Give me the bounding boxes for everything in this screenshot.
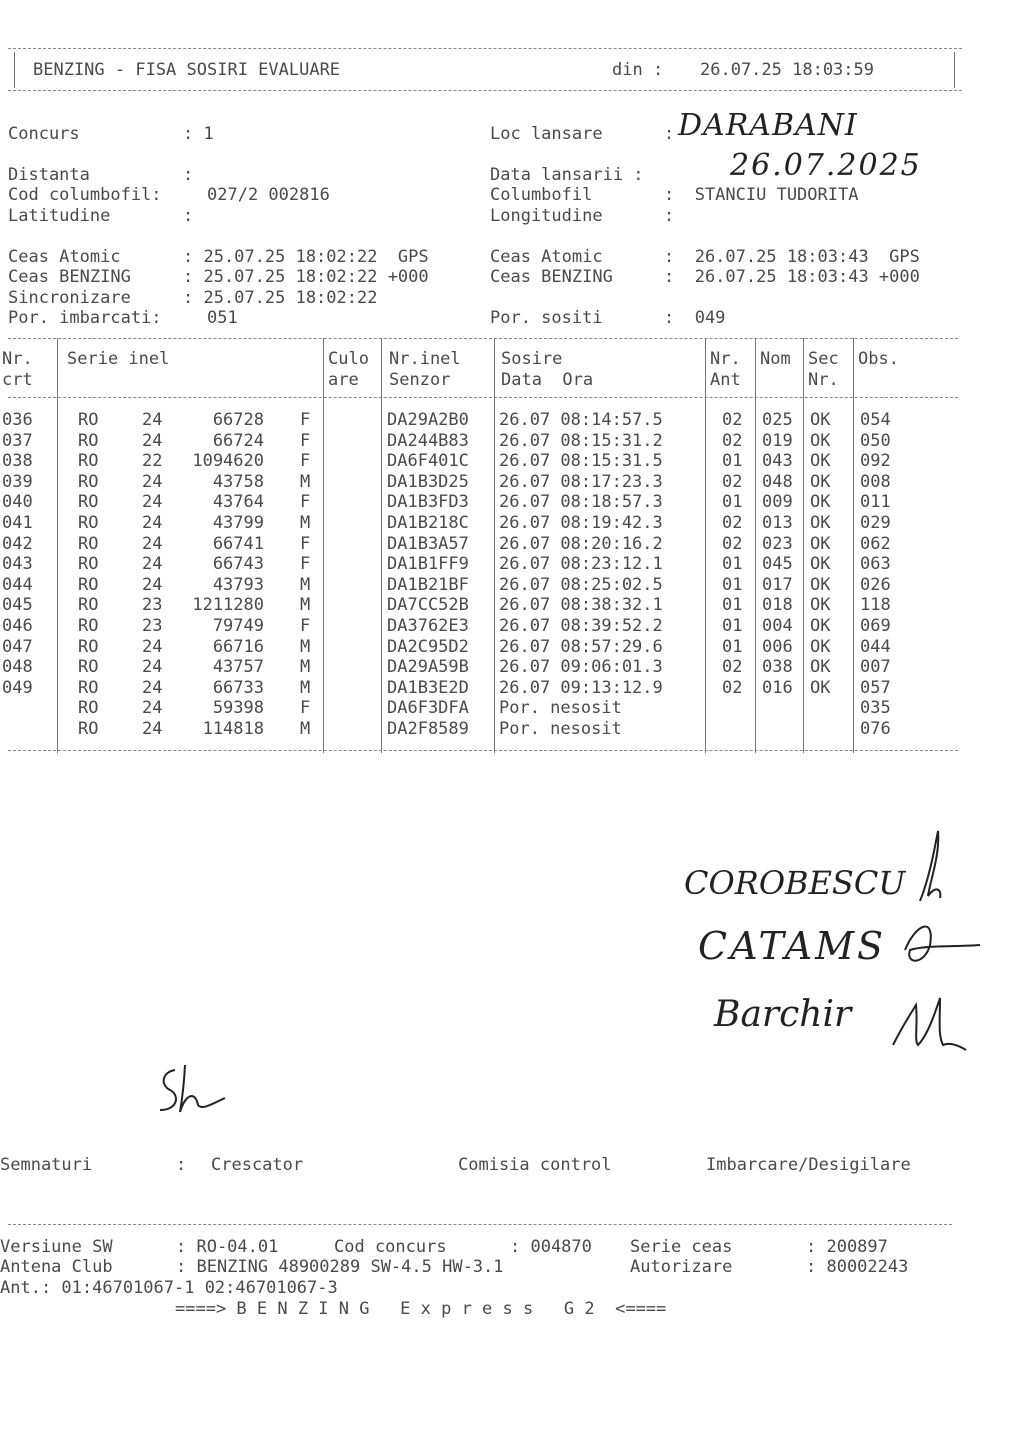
cell-antenna: 02 bbox=[722, 533, 743, 554]
cell-sec: OK bbox=[810, 677, 831, 698]
cell-nom: 006 bbox=[762, 636, 793, 657]
cell-year: 24 bbox=[142, 574, 163, 595]
signature-comisia-control: Comisia control bbox=[458, 1155, 612, 1175]
por-sositi-label: Por. sositi bbox=[490, 308, 603, 328]
cell-sensor: DA2F8589 bbox=[387, 719, 469, 739]
cell-obs: 062 bbox=[860, 533, 891, 554]
cell-nom: 025 bbox=[762, 410, 793, 430]
cell-country: RO bbox=[78, 492, 99, 513]
table-row bbox=[0, 595, 960, 615]
signature-mark-1 bbox=[900, 826, 960, 906]
cell-sec: OK bbox=[810, 451, 831, 472]
cell-year: 24 bbox=[142, 492, 163, 513]
serie-ceas-value: : 200897 bbox=[806, 1237, 888, 1257]
cod-concurs-label: Cod concurs bbox=[334, 1237, 447, 1257]
table-row bbox=[0, 410, 960, 430]
loc-lansare-colon: : bbox=[664, 124, 675, 144]
cell-sex: F bbox=[300, 451, 311, 472]
cell-country: RO bbox=[78, 636, 99, 657]
autorizare-label: Autorizare bbox=[630, 1257, 733, 1277]
header-culoare-2: are bbox=[328, 370, 359, 390]
semnaturi-label: Semnaturi bbox=[0, 1155, 93, 1175]
cell-year: 24 bbox=[142, 554, 163, 575]
cell-year: 23 bbox=[142, 616, 163, 636]
cell-year: 24 bbox=[142, 698, 163, 719]
cell-nr-crt: 044 bbox=[2, 574, 33, 595]
header-obs: Obs. bbox=[858, 349, 899, 369]
cell-sex: F bbox=[300, 410, 311, 430]
cell-nr-crt: 048 bbox=[2, 657, 33, 678]
report-date-value: 26.07.25 18:03:59 bbox=[700, 60, 874, 80]
cell-sex: F bbox=[300, 698, 311, 719]
cell-nr-crt: 041 bbox=[2, 513, 33, 533]
cell-nr-crt: 042 bbox=[2, 533, 33, 554]
signature-imbarcare: Imbarcare/Desigilare bbox=[706, 1155, 911, 1175]
cell-obs: 008 bbox=[860, 471, 891, 492]
cell-sec: OK bbox=[810, 471, 831, 492]
cell-year: 24 bbox=[142, 636, 163, 657]
cell-antenna: 02 bbox=[722, 677, 743, 698]
cell-ring-number: 1211280 bbox=[192, 595, 264, 616]
right-ceas-atomic-label: Ceas Atomic bbox=[490, 247, 603, 267]
cell-country: RO bbox=[78, 616, 99, 636]
cell-ring-number: 79749 bbox=[212, 616, 264, 636]
table-row bbox=[0, 575, 960, 595]
table-row bbox=[0, 554, 960, 574]
por-imbarcati-value: 051 bbox=[207, 308, 238, 328]
left-ceas-atomic-value: : 25.07.25 18:02:22 GPS bbox=[183, 247, 429, 267]
loc-lansare-handwritten: DARABANI bbox=[678, 108, 858, 143]
cell-ring-number: 43793 bbox=[212, 574, 264, 595]
report-title: BENZING - FISA SOSIRI EVALUARE bbox=[33, 60, 341, 80]
table-row bbox=[0, 698, 960, 718]
cell-sex: F bbox=[300, 533, 311, 554]
benzing-banner: ====> B E N Z I N G E x p r e s s G 2 <==== bbox=[175, 1299, 667, 1319]
table-header-rule bbox=[8, 397, 958, 398]
cell-arrival: 26.07 08:15:31.2 bbox=[499, 430, 663, 451]
cell-obs: 050 bbox=[860, 430, 891, 451]
cell-obs: 035 bbox=[860, 698, 891, 719]
cell-nom: 019 bbox=[762, 430, 793, 451]
cell-arrival: 26.07 08:57:29.6 bbox=[499, 636, 663, 657]
cell-sex: M bbox=[300, 513, 311, 533]
cell-sex: M bbox=[300, 677, 311, 698]
table-row bbox=[0, 637, 960, 657]
signature-mark-3 bbox=[888, 990, 968, 1060]
concurs-label: Concurs bbox=[8, 124, 80, 144]
cell-year: 24 bbox=[142, 513, 163, 533]
cell-ring-number: 66743 bbox=[212, 554, 264, 575]
left-ceas-benzing-label: Ceas BENZING bbox=[8, 267, 131, 287]
header-sec-1: Sec bbox=[808, 349, 839, 369]
cell-antenna: 01 bbox=[722, 574, 743, 595]
cell-nom: 048 bbox=[762, 471, 793, 492]
cell-obs: 057 bbox=[860, 677, 891, 698]
cell-arrival: 26.07 08:23:12.1 bbox=[499, 554, 663, 575]
data-lansarii-handwritten: 26.07.2025 bbox=[730, 148, 922, 183]
cell-sex: F bbox=[300, 616, 311, 636]
cell-nr-crt: 037 bbox=[2, 430, 33, 451]
cell-sex: F bbox=[300, 554, 311, 575]
semnaturi-colon: : bbox=[176, 1155, 187, 1175]
header-nr-inel: Nr.inel bbox=[389, 349, 461, 369]
cell-ring-number: 43758 bbox=[212, 471, 264, 492]
cell-year: 24 bbox=[142, 430, 163, 451]
cell-ring-number: 114818 bbox=[202, 719, 264, 739]
cell-sec: OK bbox=[810, 554, 831, 575]
cell-sex: M bbox=[300, 595, 311, 616]
header-bottom-rule bbox=[8, 90, 962, 91]
handwritten-name-2: CATAMS bbox=[698, 924, 887, 968]
cell-year: 22 bbox=[142, 451, 163, 472]
cell-arrival: 26.07 09:13:12.9 bbox=[499, 677, 663, 698]
por-sositi-value: : 049 bbox=[664, 308, 726, 328]
cell-arrival: 26.07 08:18:57.3 bbox=[499, 492, 663, 513]
cell-antenna: 01 bbox=[722, 554, 743, 575]
cell-year: 24 bbox=[142, 471, 163, 492]
cell-sec: OK bbox=[810, 595, 831, 616]
columbofil-label: Columbofil bbox=[490, 185, 593, 205]
cell-sec: OK bbox=[810, 636, 831, 657]
cell-obs: 092 bbox=[860, 451, 891, 472]
cell-arrival: 26.07 08:17:23.3 bbox=[499, 471, 663, 492]
breeder-signature bbox=[150, 1060, 240, 1120]
cell-sex: M bbox=[300, 719, 311, 739]
cell-arrival: 26.07 08:15:31.5 bbox=[499, 451, 663, 472]
cell-sensor: DA1B218C bbox=[387, 513, 469, 533]
cell-obs: 076 bbox=[860, 719, 891, 739]
cell-sensor: DA3762E3 bbox=[387, 616, 469, 636]
header-nr-ant-1: Nr. bbox=[710, 349, 741, 369]
distanta-value: : bbox=[183, 165, 194, 185]
cell-arrival: 26.07 08:38:32.1 bbox=[499, 595, 663, 616]
cell-country: RO bbox=[78, 513, 99, 533]
cell-sec: OK bbox=[810, 513, 831, 533]
cell-nom: 045 bbox=[762, 554, 793, 575]
table-row bbox=[0, 719, 960, 739]
cell-arrival: 26.07 09:06:01.3 bbox=[499, 657, 663, 678]
cell-country: RO bbox=[78, 533, 99, 554]
antenna-serials: Ant.: 01:46701067-1 02:46701067-3 bbox=[0, 1278, 338, 1298]
cell-nom: 023 bbox=[762, 533, 793, 554]
cell-nom: 009 bbox=[762, 492, 793, 513]
cell-antenna: 01 bbox=[722, 616, 743, 636]
cell-country: RO bbox=[78, 471, 99, 492]
cell-arrival: Por. nesosit bbox=[499, 719, 622, 739]
header-senzor: Senzor bbox=[389, 370, 451, 390]
versiune-value: : RO-04.01 bbox=[176, 1237, 279, 1257]
cod-columbofil-label: Cod columbofil: bbox=[8, 185, 162, 205]
cell-sex: M bbox=[300, 657, 311, 678]
table-top-rule bbox=[8, 338, 958, 339]
cell-nom: 013 bbox=[762, 513, 793, 533]
cell-nr-crt: 047 bbox=[2, 636, 33, 657]
cell-ring-number: 43757 bbox=[212, 657, 264, 678]
cell-obs: 063 bbox=[860, 554, 891, 575]
cell-country: RO bbox=[78, 677, 99, 698]
sincronizare-label: Sincronizare bbox=[8, 288, 131, 308]
cell-nom: 004 bbox=[762, 616, 793, 636]
cell-sensor: DA244B83 bbox=[387, 430, 469, 451]
header-right-bar bbox=[954, 52, 955, 88]
right-ceas-atomic-value: : 26.07.25 18:03:43 GPS bbox=[664, 247, 920, 267]
header-crt: crt bbox=[2, 370, 33, 390]
serie-ceas-label: Serie ceas bbox=[630, 1237, 733, 1257]
cell-antenna: 01 bbox=[722, 595, 743, 616]
cell-country: RO bbox=[78, 430, 99, 451]
cell-obs: 054 bbox=[860, 410, 891, 430]
cell-ring-number: 43764 bbox=[212, 492, 264, 513]
cell-nom: 043 bbox=[762, 451, 793, 472]
cell-country: RO bbox=[78, 574, 99, 595]
cell-arrival: 26.07 08:14:57.5 bbox=[499, 410, 663, 430]
cell-year: 24 bbox=[142, 677, 163, 698]
right-ceas-benzing-value: : 26.07.25 18:03:43 +000 bbox=[664, 267, 920, 287]
handwritten-name-3: Barchir bbox=[714, 994, 852, 1035]
cell-nom: 018 bbox=[762, 595, 793, 616]
cell-nom: 017 bbox=[762, 574, 793, 595]
cell-nr-crt: 046 bbox=[2, 616, 33, 636]
left-ceas-benzing-value: : 25.07.25 18:02:22 +000 bbox=[183, 267, 429, 287]
header-data-ora: Data Ora bbox=[501, 370, 594, 390]
right-ceas-benzing-label: Ceas BENZING bbox=[490, 267, 613, 287]
cell-antenna: 02 bbox=[722, 410, 743, 430]
cell-nr-crt: 045 bbox=[2, 595, 33, 616]
por-imbarcati-label: Por. imbarcati: bbox=[8, 308, 162, 328]
cell-obs: 026 bbox=[860, 574, 891, 595]
cell-sensor: DA29A59B bbox=[387, 657, 469, 678]
cell-country: RO bbox=[78, 595, 99, 616]
cell-obs: 044 bbox=[860, 636, 891, 657]
cell-country: RO bbox=[78, 719, 99, 739]
latitudine-label: Latitudine bbox=[8, 206, 111, 226]
antena-value: : BENZING 48900289 SW-4.5 HW-3.1 bbox=[176, 1257, 504, 1277]
cell-nr-crt: 039 bbox=[2, 471, 33, 492]
cell-ring-number: 1094620 bbox=[192, 451, 264, 472]
table-row bbox=[0, 534, 960, 554]
cell-sensor: DA29A2B0 bbox=[387, 410, 469, 430]
cell-sensor: DA2C95D2 bbox=[387, 636, 469, 657]
cell-arrival: 26.07 08:39:52.2 bbox=[499, 616, 663, 636]
cell-ring-number: 66741 bbox=[212, 533, 264, 554]
cell-nr-crt: 036 bbox=[2, 410, 33, 430]
cell-ring-number: 43799 bbox=[212, 513, 264, 533]
cell-sec: OK bbox=[810, 410, 831, 430]
table-row bbox=[0, 678, 960, 698]
cell-nom: 038 bbox=[762, 657, 793, 678]
cell-country: RO bbox=[78, 410, 99, 430]
cell-sex: F bbox=[300, 492, 311, 513]
cell-sec: OK bbox=[810, 574, 831, 595]
header-nr-ant-2: Ant bbox=[710, 370, 741, 390]
cell-country: RO bbox=[78, 451, 99, 472]
report-date-label: din : bbox=[612, 60, 664, 80]
cell-arrival: 26.07 08:25:02.5 bbox=[499, 574, 663, 595]
cell-nr-crt: 040 bbox=[2, 492, 33, 513]
cell-sex: M bbox=[300, 574, 311, 595]
cell-sex: M bbox=[300, 471, 311, 492]
cell-antenna: 02 bbox=[722, 513, 743, 533]
distanta-label: Distanta bbox=[8, 165, 90, 185]
cell-obs: 118 bbox=[860, 595, 891, 616]
cell-sec: OK bbox=[810, 533, 831, 554]
cell-sensor: DA7CC52B bbox=[387, 595, 469, 616]
longitudine-value: : bbox=[664, 206, 675, 226]
cell-sensor: DA1B3FD3 bbox=[387, 492, 469, 513]
cell-antenna: 01 bbox=[722, 492, 743, 513]
cell-ring-number: 66733 bbox=[212, 677, 264, 698]
cell-arrival: 26.07 08:19:42.3 bbox=[499, 513, 663, 533]
cell-sex: F bbox=[300, 430, 311, 451]
cell-year: 24 bbox=[142, 533, 163, 554]
latitudine-value: : bbox=[183, 206, 194, 226]
table-bottom-rule bbox=[8, 750, 958, 751]
left-ceas-atomic-label: Ceas Atomic bbox=[8, 247, 121, 267]
cell-sensor: DA1B3A57 bbox=[387, 533, 469, 554]
cell-antenna: 02 bbox=[722, 657, 743, 678]
table-row bbox=[0, 451, 960, 471]
table-row bbox=[0, 657, 960, 677]
cell-year: 24 bbox=[142, 410, 163, 430]
header-left-bar bbox=[14, 52, 15, 88]
cell-obs: 011 bbox=[860, 492, 891, 513]
footer-rule bbox=[8, 1224, 952, 1225]
header-nr: Nr. bbox=[2, 349, 33, 369]
header-top-rule bbox=[8, 48, 962, 49]
cell-arrival: Por. nesosit bbox=[499, 698, 622, 719]
cell-sec: OK bbox=[810, 616, 831, 636]
cell-ring-number: 59398 bbox=[212, 698, 264, 719]
sincronizare-value: : 25.07.25 18:02:22 bbox=[183, 288, 378, 308]
cell-year: 24 bbox=[142, 719, 163, 739]
cell-sensor: DA6F3DFA bbox=[387, 698, 469, 719]
table-row bbox=[0, 616, 960, 636]
cell-year: 23 bbox=[142, 595, 163, 616]
cell-obs: 029 bbox=[860, 513, 891, 533]
handwritten-name-1: COROBESCU bbox=[684, 864, 906, 902]
cell-nr-crt: 049 bbox=[2, 677, 33, 698]
cell-obs: 069 bbox=[860, 616, 891, 636]
cell-sensor: DA1B21BF bbox=[387, 574, 469, 595]
cell-nr-crt: 038 bbox=[2, 451, 33, 472]
cell-antenna: 02 bbox=[722, 430, 743, 451]
cod-columbofil-value: 027/2 002816 bbox=[207, 185, 330, 205]
cell-antenna: 01 bbox=[722, 451, 743, 472]
antena-label: Antena Club bbox=[0, 1257, 113, 1277]
cell-year: 24 bbox=[142, 657, 163, 678]
cell-ring-number: 66728 bbox=[212, 410, 264, 430]
cell-sec: OK bbox=[810, 492, 831, 513]
table-row bbox=[0, 513, 960, 533]
header-sosire: Sosire bbox=[501, 349, 563, 369]
cell-nr-crt: 043 bbox=[2, 554, 33, 575]
cell-country: RO bbox=[78, 554, 99, 575]
cell-ring-number: 66724 bbox=[212, 430, 264, 451]
autorizare-value: : 80002243 bbox=[806, 1257, 909, 1277]
cell-sex: M bbox=[300, 636, 311, 657]
cell-country: RO bbox=[78, 698, 99, 719]
cell-sensor: DA6F401C bbox=[387, 451, 469, 472]
cell-nom: 016 bbox=[762, 677, 793, 698]
cell-country: RO bbox=[78, 657, 99, 678]
cell-sensor: DA1B1FF9 bbox=[387, 554, 469, 575]
header-culoare-1: Culo bbox=[328, 349, 369, 369]
cell-arrival: 26.07 08:20:16.2 bbox=[499, 533, 663, 554]
header-sec-2: Nr. bbox=[808, 370, 839, 390]
versiune-label: Versiune SW bbox=[0, 1237, 113, 1257]
cell-sec: OK bbox=[810, 657, 831, 678]
signature-crescator: Crescator bbox=[211, 1155, 304, 1175]
cell-sensor: DA1B3D25 bbox=[387, 471, 469, 492]
columbofil-value: : STANCIU TUDORITA bbox=[664, 185, 859, 205]
longitudine-label: Longitudine bbox=[490, 206, 603, 226]
data-lansarii-label: Data lansarii : bbox=[490, 165, 644, 185]
cell-sec: OK bbox=[810, 430, 831, 451]
header-serie-inel: Serie inel bbox=[67, 349, 170, 369]
table-row bbox=[0, 492, 960, 512]
table-row bbox=[0, 431, 960, 451]
cell-obs: 007 bbox=[860, 657, 891, 678]
cell-sensor: DA1B3E2D bbox=[387, 677, 469, 698]
concurs-value: : 1 bbox=[183, 124, 214, 144]
cell-antenna: 02 bbox=[722, 471, 743, 492]
table-row bbox=[0, 472, 960, 492]
cod-concurs-value: : 004870 bbox=[510, 1237, 592, 1257]
loc-lansare-label: Loc lansare bbox=[490, 124, 603, 144]
signature-mark-2 bbox=[895, 905, 985, 975]
header-nom: Nom bbox=[760, 349, 791, 369]
cell-antenna: 01 bbox=[722, 636, 743, 657]
cell-ring-number: 66716 bbox=[212, 636, 264, 657]
